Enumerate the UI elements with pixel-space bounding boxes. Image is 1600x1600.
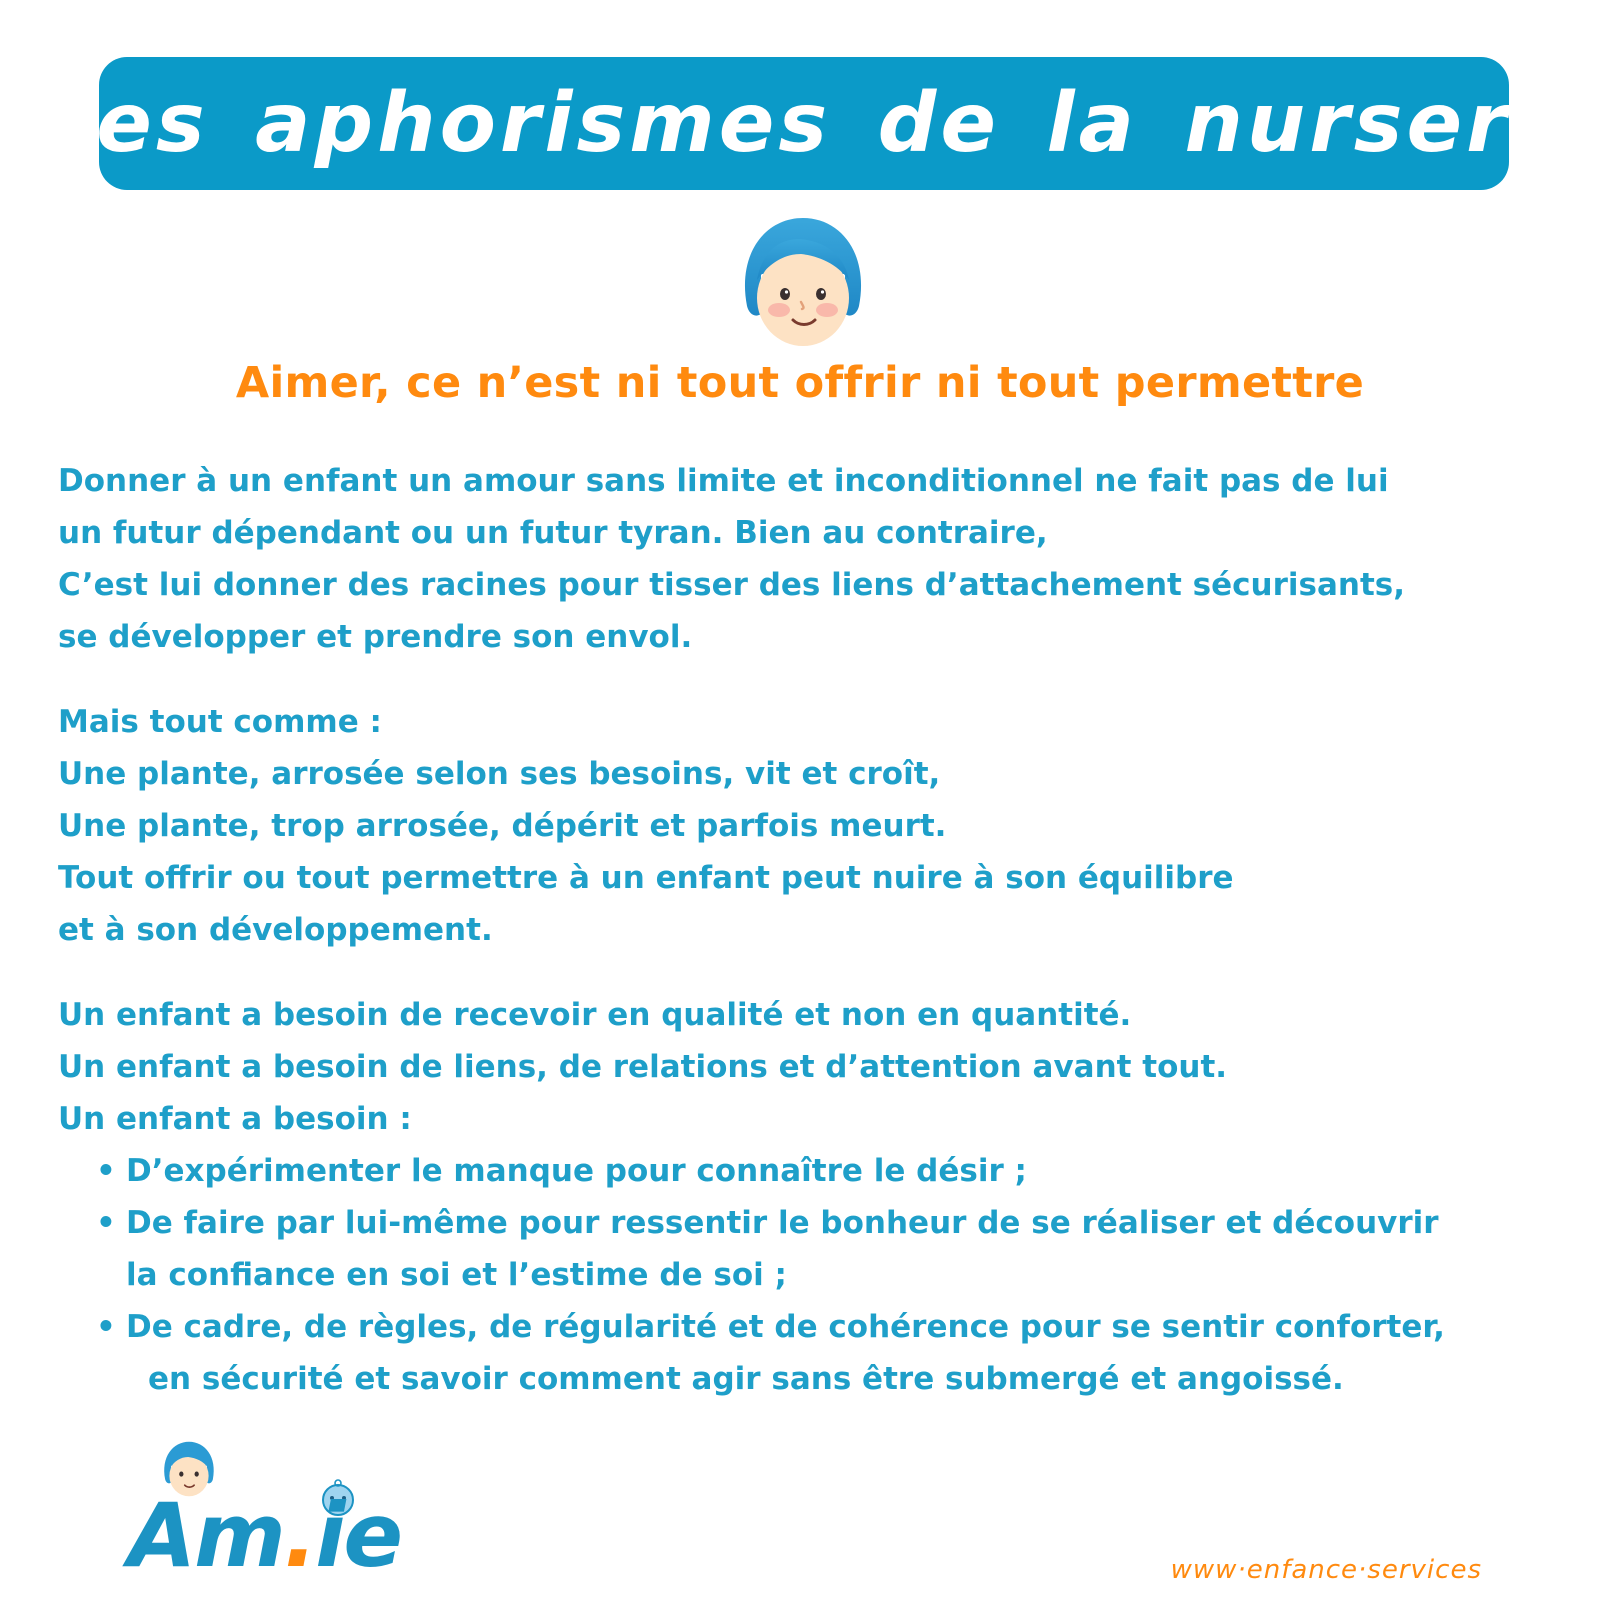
amie-logo: [128, 1440, 418, 1590]
list-item: [58, 1145, 1558, 1197]
logo-dot: .: [283, 1484, 316, 1587]
bullet-icon: •: [96, 1153, 116, 1189]
text-line: Un enfant a besoin de recevoir en qualité et non en quantité.: [58, 997, 1132, 1033]
title-banner: [39, 57, 1569, 190]
text-line: en sécurité et savoir comment agir sans être submergé et angoissé.: [148, 1361, 1344, 1397]
text-line: C’est lui donner des racines pour tisser des liens d’attachement sécurisants,: [58, 567, 1405, 603]
needs-list: [58, 1145, 1558, 1405]
page-title: Les aphorismes de la nursery: [39, 76, 1569, 171]
bullet-icon: •: [96, 1309, 116, 1345]
list-item: [58, 1301, 1558, 1405]
text-line: D’expérimenter le manque pour connaître le désir ;: [126, 1153, 1027, 1189]
text-line: De faire par lui-même pour ressentir le bonheur de se réaliser et découvrir: [126, 1205, 1439, 1241]
article-body: [58, 455, 1558, 1405]
text-line: la confiance en soi et l’estime de soi ;: [126, 1257, 787, 1293]
text-line: Un enfant a besoin de liens, de relations et d’attention avant tout.: [58, 1049, 1228, 1085]
list-item: [58, 1197, 1558, 1301]
woman-face-icon: [733, 214, 873, 350]
logo-text-main: Am: [128, 1484, 284, 1587]
subtitle-heading: Aimer, ce n’est ni tout offrir ni tout permettre: [235, 358, 1365, 408]
logo-text-end: ie: [315, 1484, 402, 1587]
website-link[interactable]: www·enfance·services: [1170, 1555, 1482, 1585]
paragraph-2: [58, 696, 1558, 956]
text-line: De cadre, de règles, de régularité et de cohérence pour se sentir conforter,: [126, 1309, 1445, 1345]
text-line: Une plante, arrosée selon ses besoins, vit et croît,: [58, 756, 941, 792]
text-line: se développer et prendre son envol.: [58, 619, 693, 655]
text-line: Mais tout comme :: [58, 704, 382, 740]
text-line: Une plante, trop arrosée, dépérit et parfois meurt.: [58, 808, 947, 844]
paragraph-1: [58, 455, 1558, 663]
text-line: un futur dépendant ou un futur tyran. Bien au contraire,: [58, 515, 1048, 551]
text-line: et à son développement.: [58, 912, 493, 948]
text-line: Un enfant a besoin :: [58, 1101, 412, 1137]
logo-wordmark: [128, 1484, 401, 1587]
text-line: Tout offrir ou tout permettre à un enfant peut nuire à son équilibre: [58, 860, 1234, 896]
bullet-icon: •: [96, 1205, 116, 1241]
text-line: Donner à un enfant un amour sans limite et inconditionnel ne fait pas de lui: [58, 463, 1389, 499]
paragraph-3: [58, 989, 1558, 1405]
